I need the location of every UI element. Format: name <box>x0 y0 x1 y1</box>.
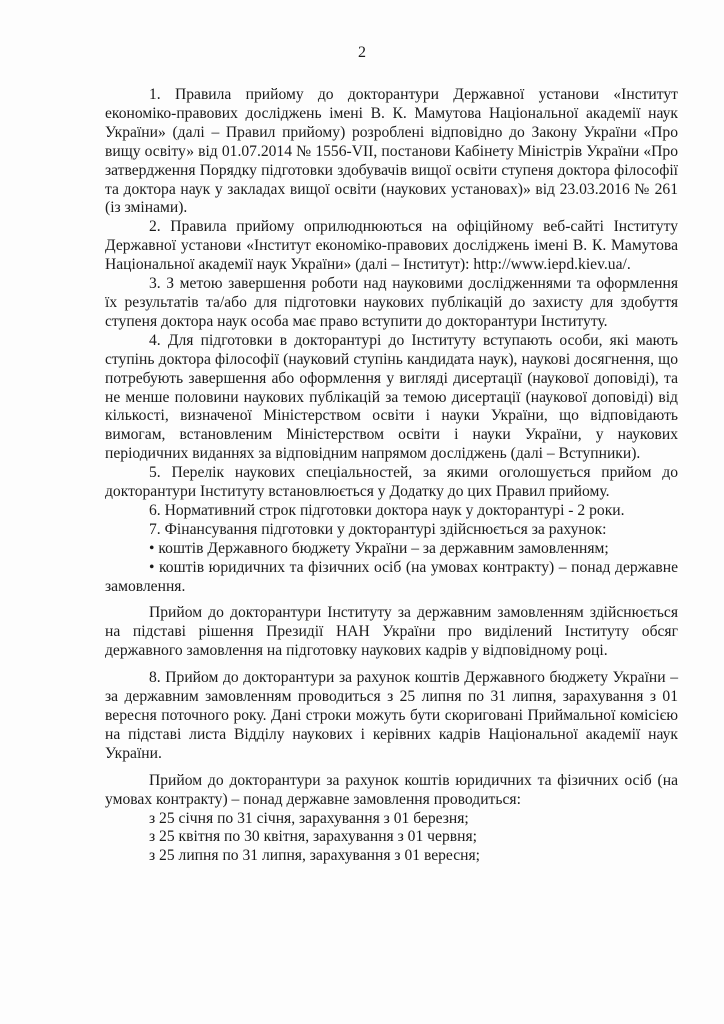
paragraph-4: 4. Для підготовки в докторантурі до Інституту вступають особи, які мають ступінь доктора філософії (науковий ступінь кандидата наук), наукові досягнення, що потребують завершення або оформлення у вигляді дисертації (наукової доповіді), та не менше половини наукових публікацій за темою дисертації (наукової доповіді) від кількості, визначеної Міністерством освіти і науки України, що відповідають вимогам, встановленим Міністерством освіти і науки України, у наукових періодичних виданнях за відповідним напрямом досліджень (далі – Вступники). <box>105 331 678 463</box>
paragraph-7: 7. Фінансування підготовки у докторантурі здійснюється за рахунок: <box>149 520 607 538</box>
admission-period-2: з 25 квітня по 30 квітня, зарахування з 01 червня; <box>149 828 477 846</box>
paragraph-5: 5. Перелік наукових спеціальностей, за якими оголошується прийом до докторантури Інституту встановлюється у Додатку до цих Правил прийому. <box>105 464 678 501</box>
paragraph-8: 8. Прийом до докторантури за рахунок коштів Державного бюджету України – за державним замовленням проводиться з 25 липня по 31 липня, зарахування з 01 вересня поточного року. Дані строки можуть бути скориговані Приймальної комісією на підставі листа Відділу наукових і керівних кадрів Національної академії наук України. <box>105 669 678 762</box>
paragraph-1: 1. Правила прийому до докторантури Державної установи «Інститут економіко-правових досліджень імені В. К. Мамутова Національної академії наук України» (далі – Правил прийому) розроблені відповідно до Закону України «Про вищу освіту» від 01.07.2014 № 1556-VII, постанови Кабінету Міністрів України «Про затвердження Порядку підготовки здобувачів вищої освіти ступеня доктора філософії та доктора наук у закладах вищої освіти (наукових установах)» від 23.03.2016 № 261 (із змінами). <box>105 86 678 217</box>
paragraph-contract-admission: Прийом до докторантури за рахунок коштів юридичних та фізичних осіб (на умовах контракту) – понад державне замовлення проводиться: <box>105 771 678 808</box>
document-body <box>105 86 678 866</box>
paragraph-state-order: Прийом до докторантури Інституту за державним замовленням здійснюється на підставі рішення Президії НАН України про виділений Інституту обсяг державного замовлення на підготовку наукових кадрів у відповідному році. <box>105 604 678 660</box>
bullet-state-budget: • коштів Державного бюджету України – за державним замовленням; <box>149 539 609 557</box>
paragraph-6: 6. Нормативний строк підготовки доктора наук у докторантурі - 2 роки. <box>149 501 625 519</box>
page-number: 2 <box>358 44 366 61</box>
paragraph-2: 2. Правила прийому оприлюднюються на офіційному веб-сайті Інституту Державної установи «Інститут економіко-правових досліджень імені В. К. Мамутова Національної академії наук України» (далі – Інститут): http://www.iepd.kiev.ua/. <box>105 218 678 274</box>
admission-period-3: з 25 липня по 31 липня, зарахування з 01 вересня; <box>149 847 481 865</box>
admission-period-1: з 25 січня по 31 січня, зарахування з 01 березня; <box>149 809 469 827</box>
paragraph-3: 3. З метою завершення роботи над науковими дослідженнями та оформлення їх результатів та/або для підготовки наукових публікацій до захисту для здобуття ступеня доктора наук особа має право вступити до докторантури Інституту. <box>105 275 678 330</box>
bullet-contract: • коштів юридичних та фізичних осіб (на умовах контракту) – понад державне замовлення. <box>105 558 678 595</box>
